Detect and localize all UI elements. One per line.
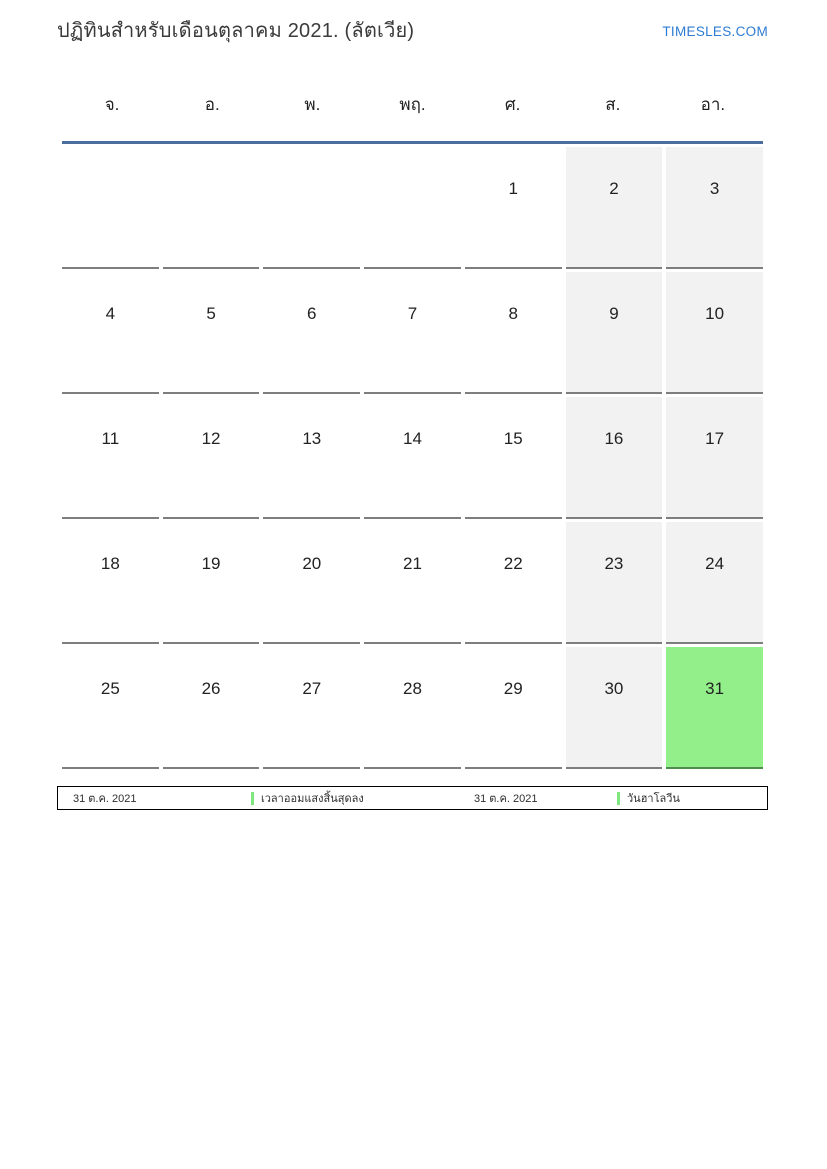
weekday-header-thu: พฤ. (399, 95, 426, 114)
page-title: ปฏิทินสำหรับเดือนตุลาคม 2021. (ลัตเวีย) (57, 20, 415, 42)
day-cell-15: 15 (465, 394, 562, 519)
day-cell-9: 9 (566, 269, 663, 394)
brand-link[interactable]: TIMESLES.COM (662, 24, 768, 39)
legend-box (57, 786, 768, 810)
weekday-header-fri: ศ. (504, 95, 521, 114)
day-cell-14: 14 (364, 394, 461, 519)
weekday-header-sun: อา. (700, 95, 726, 114)
day-cell-17: 17 (666, 394, 763, 519)
calendar (62, 95, 763, 769)
day-cell-16: 16 (566, 394, 663, 519)
green-marker-icon (617, 792, 620, 805)
day-cell-13: 13 (263, 394, 360, 519)
day-cell-4: 4 (62, 269, 159, 394)
day-cell-28: 28 (364, 644, 461, 769)
day-cell-25: 25 (62, 644, 159, 769)
day-cell-29: 29 (465, 644, 562, 769)
weekday-header-tue: อ. (204, 95, 220, 114)
legend-label-2: วันฮาโลวีน (627, 793, 680, 805)
day-grid (62, 144, 763, 769)
weekday-header-wed: พ. (304, 95, 321, 114)
legend-event-1 (251, 789, 474, 807)
weekday-header-sat: ส. (605, 95, 621, 114)
day-cell-1: 1 (465, 144, 562, 269)
weekday-header-row (62, 95, 763, 115)
day-cell-5: 5 (163, 269, 260, 394)
legend-date-1: 31 ต.ค. 2021 (73, 793, 137, 805)
day-cell-12: 12 (163, 394, 260, 519)
day-cell-empty (263, 144, 360, 269)
day-cell-11: 11 (62, 394, 159, 519)
day-cell-8: 8 (465, 269, 562, 394)
day-cell-23: 23 (566, 519, 663, 644)
day-cell-7: 7 (364, 269, 461, 394)
day-cell-empty (163, 144, 260, 269)
day-cell-3: 3 (666, 144, 763, 269)
legend-date-2: 31 ต.ค. 2021 (474, 793, 538, 805)
legend-label-1: เวลาออมแสงสิ้นสุดลง (261, 793, 364, 805)
day-cell-18: 18 (62, 519, 159, 644)
day-cell-26: 26 (163, 644, 260, 769)
day-cell-24: 24 (666, 519, 763, 644)
day-cell-30: 30 (566, 644, 663, 769)
day-cell-21: 21 (364, 519, 461, 644)
day-cell-empty (62, 144, 159, 269)
page-header (0, 0, 827, 45)
day-cell-27: 27 (263, 644, 360, 769)
day-cell-22: 22 (465, 519, 562, 644)
weekday-header-mon: จ. (104, 95, 120, 114)
day-cell-10: 10 (666, 269, 763, 394)
day-cell-31-highlighted: 31 (666, 644, 763, 769)
day-cell-empty (364, 144, 461, 269)
day-cell-20: 20 (263, 519, 360, 644)
day-cell-2: 2 (566, 144, 663, 269)
day-cell-19: 19 (163, 519, 260, 644)
legend-event-2 (617, 789, 767, 807)
day-cell-6: 6 (263, 269, 360, 394)
green-marker-icon (251, 792, 254, 805)
